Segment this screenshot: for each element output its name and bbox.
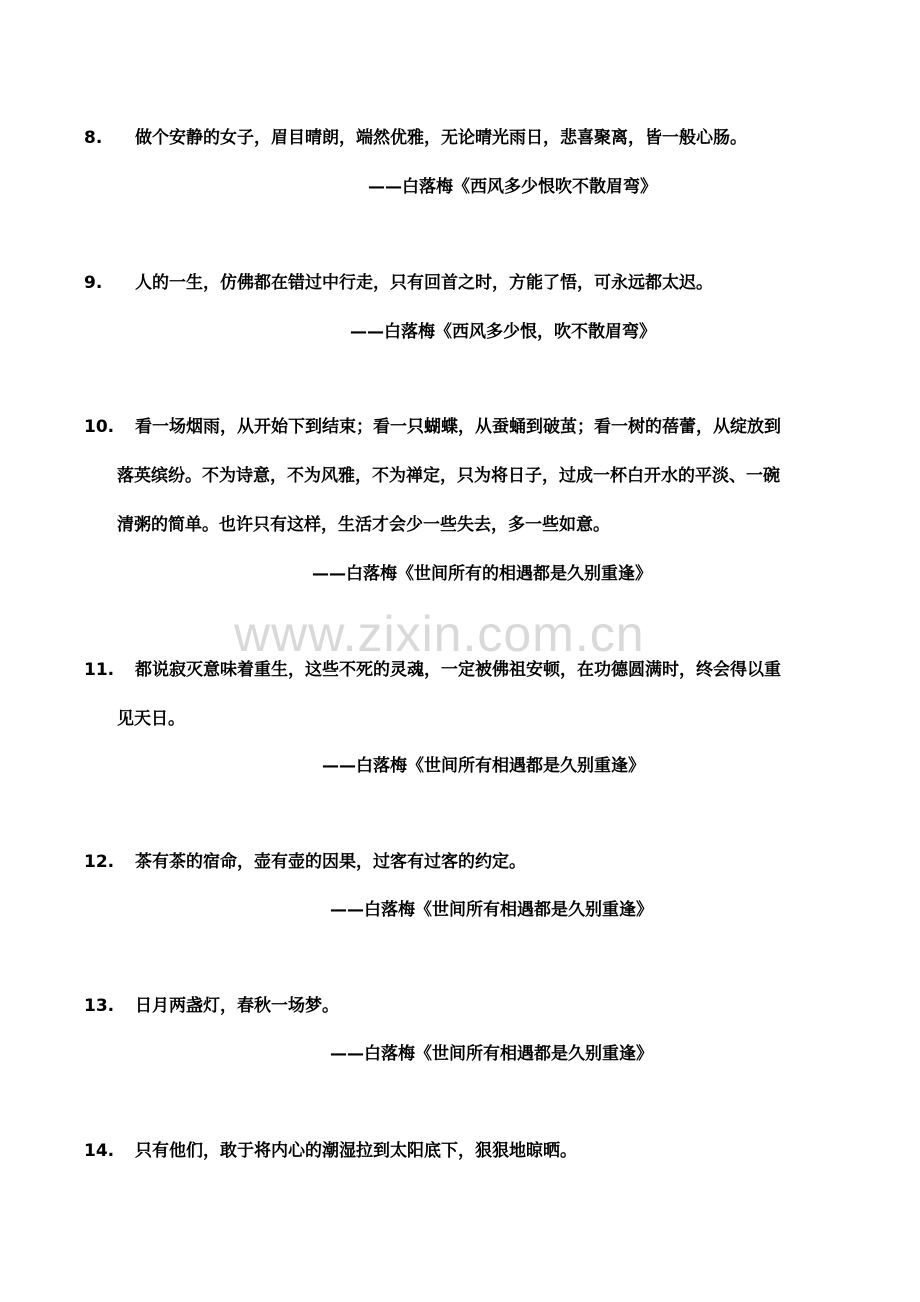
- quote-number: 10.: [84, 417, 115, 437]
- quote-text-line: 茶有茶的宿命，壶有壶的因果，过客有过客的约定。: [135, 852, 526, 872]
- quote-number: 13.: [84, 996, 115, 1016]
- quote-text-line: 清粥的简单。也许只有这样，生活才会少一些失去，多一些如意。: [117, 515, 610, 535]
- quote-text-line: 看一场烟雨，从开始下到结束；看一只蝴蝶，从蚕蛹到破茧；看一树的蓓蕾，从绽放到: [135, 417, 781, 437]
- quote-number: 11.: [84, 660, 115, 680]
- quote-text-line: 都说寂灭意味着重生，这些不死的灵魂，一定被佛祖安顿，在功德圆满时，终会得以重: [135, 660, 781, 680]
- quote-text-line: 见天日。: [117, 709, 185, 729]
- quote-number: 8.: [84, 128, 103, 148]
- quote-attribution: ——白落梅《西风多少恨吹不散眉弯》: [368, 177, 657, 197]
- quote-text-line: 只有他们，敢于将内心的潮湿拉到太阳底下，狠狠地晾晒。: [135, 1141, 577, 1161]
- quote-attribution: ——白落梅《西风多少恨，吹不散眉弯》: [350, 322, 656, 342]
- quote-attribution: ——白落梅《世间所有相遇都是久别重逢》: [330, 900, 653, 920]
- quote-attribution: ——白落梅《世间所有的相遇都是久别重逢》: [312, 564, 652, 584]
- quote-text-line: 落英缤纷。不为诗意，不为风雅，不为禅定，只为将日子，过成一杯白开水的平淡、一碗: [117, 466, 780, 486]
- quote-text-line: 做个安静的女子，眉目晴朗，端然优雅，无论晴光雨日，悲喜聚离，皆一般心肠。: [135, 128, 747, 148]
- quote-number: 9.: [84, 273, 103, 293]
- quote-number: 12.: [84, 852, 115, 872]
- quote-text-line: 日月两盏灯，春秋一场梦。: [135, 996, 339, 1016]
- quote-attribution: ——白落梅《世间所有相遇都是久别重逢》: [330, 1044, 653, 1064]
- watermark: www.zixin.com.cn: [234, 606, 645, 662]
- quote-attribution: ——白落梅《世间所有相遇都是久别重逢》: [322, 756, 645, 776]
- quote-text-line: 人的一生，仿佛都在错过中行走，只有回首之时，方能了悟，可永远都太迟。: [135, 273, 713, 293]
- quote-number: 14.: [84, 1141, 115, 1161]
